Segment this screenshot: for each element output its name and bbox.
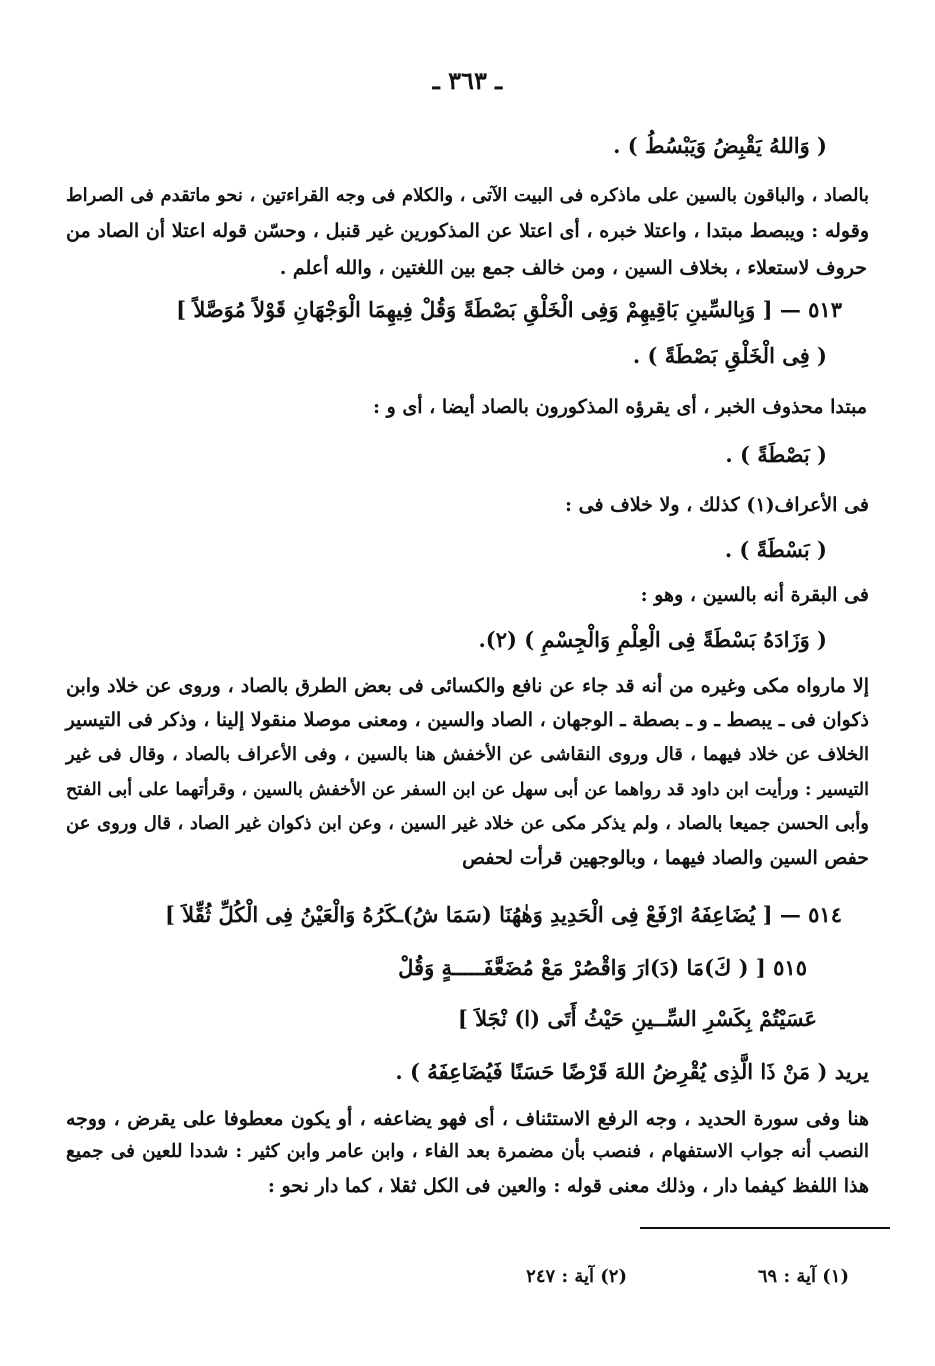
- text-line: فى الأعراف(١) كذلك ، ولا خلاف فى :: [564, 494, 869, 516]
- poem-verse: ٥١٣ — [ وَبِالسِّينِ بَاقِيهِمْ وَفِى الْخَلْقِ بَصْطَةً وَقُلْ فِيهِمَا الْوَجْهَانِ قَوْلاً مُوَصَّلاً ]: [176, 297, 842, 322]
- text-line: وأبى الحسن جميعا بالصاد ، ولم يذكر مكى عن خلاد غير السين ، وعن ابن ذكوان غير الصاد ، قال وروى عن: [66, 813, 869, 834]
- text-line: إلا مارواه مكى وغيره من أنه قد جاء عن نافع والكسائى فى بعض الطرق بالصاد ، وروى عن خلاد وابن: [66, 675, 869, 697]
- quran-quote: ( وَاللهُ يَقْبِضُ وَيَبْسُطُ ) .: [613, 133, 827, 158]
- text-line: ذكوان فى ـ يبصط ـ و ـ بصطة ـ الوجهان ، الصاد والسين ، ومعنى موصلا منقولا إلينا ، وذكر فى التيسير: [65, 709, 869, 731]
- quran-quote: يريد ( مَنْ ذَا الَّذِى يُقْرِضُ اللهَ قَرْضًا حَسَنًا فَيُضَاعِفَهُ ) .: [395, 1059, 869, 1084]
- text-line: مبتدا محذوف الخبر ، أى يقرؤه المذكورون بالصاد أيضا ، أى و :: [373, 396, 867, 418]
- text-line: النصب أنه جواب الاستفهام ، فنصب بأن مضمرة بعد الفاء ، وابن عامر وابن كثير : شددا للعين فى جميع: [66, 1141, 869, 1162]
- page-number: ـ ٣٦٣ ـ: [432, 66, 503, 95]
- poem-verse: عَسَيْتُمْ بِكَسْرِ السِّــينِ حَيْثُ أَتَى (ا) نْجَلاَ ]: [457, 1006, 817, 1031]
- quran-quote: ( بَسْطَةً ) .: [724, 537, 827, 562]
- poem-verse: ٥١٥ [ ( كَ)مَا (دَ)ارَ وَاقْصُرْ مَعْ مُضَعَّفَـــــةٍ وَقُلْ: [398, 955, 807, 980]
- text-line: بالصاد ، والباقون بالسين على ماذكره فى البيت الآتى ، والكلام فى وجه القراءتين ، نحو ماتقدم فى الصراط: [66, 185, 869, 206]
- footnote-2: (٢) آية : ٢٤٧: [526, 1266, 627, 1287]
- text-line: الخلاف عن خلاد فيهما ، قال وروى النقاشى عن الأخفش هنا بالسين ، وفى الأعراف بالصاد ، وقال فى غير: [66, 744, 869, 765]
- quran-quote: ( وَزَادَهُ بَسْطَةً فِى الْعِلْمِ وَالْجِسْمِ ) (٢).: [478, 627, 827, 652]
- quran-quote: ( بَصْطَةً ) .: [725, 442, 827, 467]
- text-line: حفص السين والصاد فيهما ، وبالوجهين قرأت لحفص: [462, 847, 869, 869]
- text-line: حروف لاستعلاء ، بخلاف السين ، ومن خالف جمع بين اللغتين ، والله أعلم .: [279, 257, 867, 279]
- quran-quote: ( فِى الْخَلْقِ بَصْطَةً ) .: [632, 343, 827, 368]
- poem-verse: ٥١٤ — [ يُضَاعِفَهُ ارْفَعْ فِى الْحَدِيدِ وَهٰهُنَا (سَمَا شُ)ـكَرُهُ وَالْعَيْنُ فِى الْكُلِّ ثُقِّلاَ ]: [164, 902, 842, 927]
- text-line: فى البقرة أنه بالسين ، وهو :: [640, 584, 869, 606]
- footnote-divider: [640, 1227, 890, 1229]
- text-line: هنا وفى سورة الحديد ، وجه الرفع الاستئناف ، أى فهو يضاعفه ، أو يكون معطوفا على يقرض ، ووجه: [66, 1108, 869, 1130]
- footnote-1: (١) آية : ٦٩: [757, 1266, 849, 1287]
- text-line: هذا اللفظ كيفما دار ، وذلك معنى قوله : والعين فى الكل ثقلا ، كما دار نحو :: [267, 1175, 869, 1197]
- text-line: وقوله : ويبصط مبتدا ، واعتلا خبره ، أى اعتلا عن المذكورين غير قنبل ، وحسّن قوله اعتلا أن الصاد من: [66, 220, 869, 242]
- text-line: التيسير : ورأيت ابن داود قد رواهما عن أبى سهل عن ابن السفر عن الأخفش بالسين ، وقرأتهما على أبى الفتح: [66, 780, 869, 800]
